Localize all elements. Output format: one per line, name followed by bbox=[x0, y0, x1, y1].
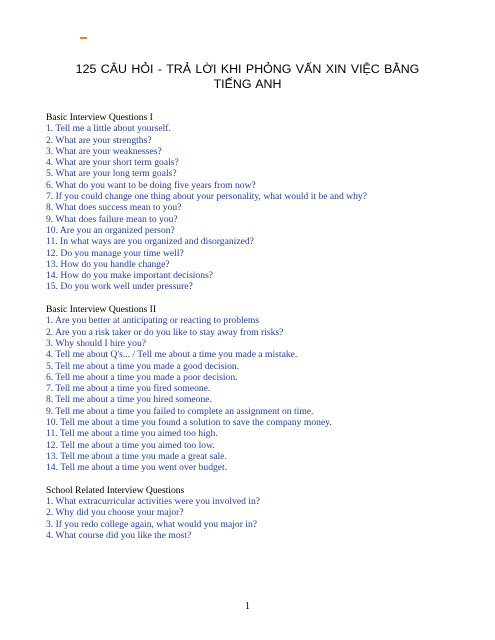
question-item: 10. Tell me about a time you found a solution to save the company money. bbox=[46, 417, 332, 429]
question-item: 13. How do you handle change? bbox=[46, 258, 170, 270]
question-item: 9. What does failure mean to you? bbox=[46, 213, 178, 225]
question-item: 2. Why did you choose your major? bbox=[46, 507, 184, 519]
section-heading: Basic Interview Questions II bbox=[46, 304, 157, 316]
page-number: 1 bbox=[245, 601, 250, 612]
document-title bbox=[40, 62, 455, 92]
question-item: 5. What are your long term goals? bbox=[46, 168, 177, 180]
document-body bbox=[46, 112, 466, 541]
question-item: 3. What are your weaknesses? bbox=[46, 145, 162, 157]
accent-dash-mark bbox=[80, 37, 87, 39]
section-spacer bbox=[46, 293, 466, 304]
section-heading: Basic Interview Questions I bbox=[46, 112, 153, 123]
question-item: 4. Tell me about Q's... / Tell me about a time you made a mistake. bbox=[46, 349, 298, 361]
question-item: 8. What does success mean to you? bbox=[46, 202, 182, 214]
question-item: 11. Tell me about a time you aimed too high. bbox=[46, 428, 218, 440]
question-item: 14. How do you make important decisions? bbox=[46, 270, 214, 282]
question-item: 5. Tell me about a time you made a good decision. bbox=[46, 360, 240, 372]
question-item: 3. Why should I hire you? bbox=[46, 337, 147, 349]
question-item: 12. Tell me about a time you aimed too low. bbox=[46, 439, 215, 451]
question-item: 1. Are you better at anticipating or reacting to problems bbox=[46, 315, 260, 327]
question-item: 7. If you could change one thing about your personality, what would it be and why? bbox=[46, 191, 367, 203]
question-item: 6. Tell me about a time you made a poor decision. bbox=[46, 371, 238, 383]
question-item: 2. What are your strengths? bbox=[46, 134, 152, 146]
section-heading: School Related Interview Questions bbox=[46, 484, 185, 496]
question-item: 14. Tell me about a time you went over budget. bbox=[46, 462, 228, 474]
section-school-questions bbox=[46, 485, 466, 541]
question-item: 4. What are your short term goals? bbox=[46, 157, 179, 169]
question-item: 4. What course did you like the most? bbox=[46, 529, 192, 541]
question-item: 10. Are you an organized person? bbox=[46, 224, 175, 236]
section-spacer bbox=[46, 474, 466, 485]
question-item: 2. Are you a risk taker or do you like to stay away from risks? bbox=[46, 326, 284, 338]
question-item: 1. What extracurricular activities were you involved in? bbox=[46, 496, 260, 508]
section-basic-questions-2 bbox=[46, 304, 466, 473]
question-item: 15. Do you work well under pressure? bbox=[46, 281, 193, 293]
question-item: 3. If you redo college again, what would you major in? bbox=[46, 518, 258, 530]
question-item: 12. Do you manage your time well? bbox=[46, 247, 184, 259]
question-item: 8. Tell me about a time you hired someone. bbox=[46, 394, 212, 406]
document-title-line-1: 125 CÂU HỎI - TRẢ LỜI KHI PHỎNG VẤN XIN VIỆC BẰNG bbox=[75, 62, 420, 76]
question-item: 1. Tell me a little about yourself. bbox=[46, 123, 171, 135]
question-item: 7. Tell me about a time you fired someone. bbox=[46, 383, 211, 395]
question-item: 13. Tell me about a time you made a great sale. bbox=[46, 450, 227, 462]
question-item: 9. Tell me about a time you failed to complete an assignment on time. bbox=[46, 405, 314, 417]
document-title-line-2: TIẾNG ANH bbox=[213, 77, 282, 91]
section-basic-questions-1 bbox=[46, 112, 466, 293]
question-item: 11. In what ways are you organized and disorganized? bbox=[46, 236, 254, 248]
question-item: 6. What do you want to be doing five years from now? bbox=[46, 179, 256, 191]
